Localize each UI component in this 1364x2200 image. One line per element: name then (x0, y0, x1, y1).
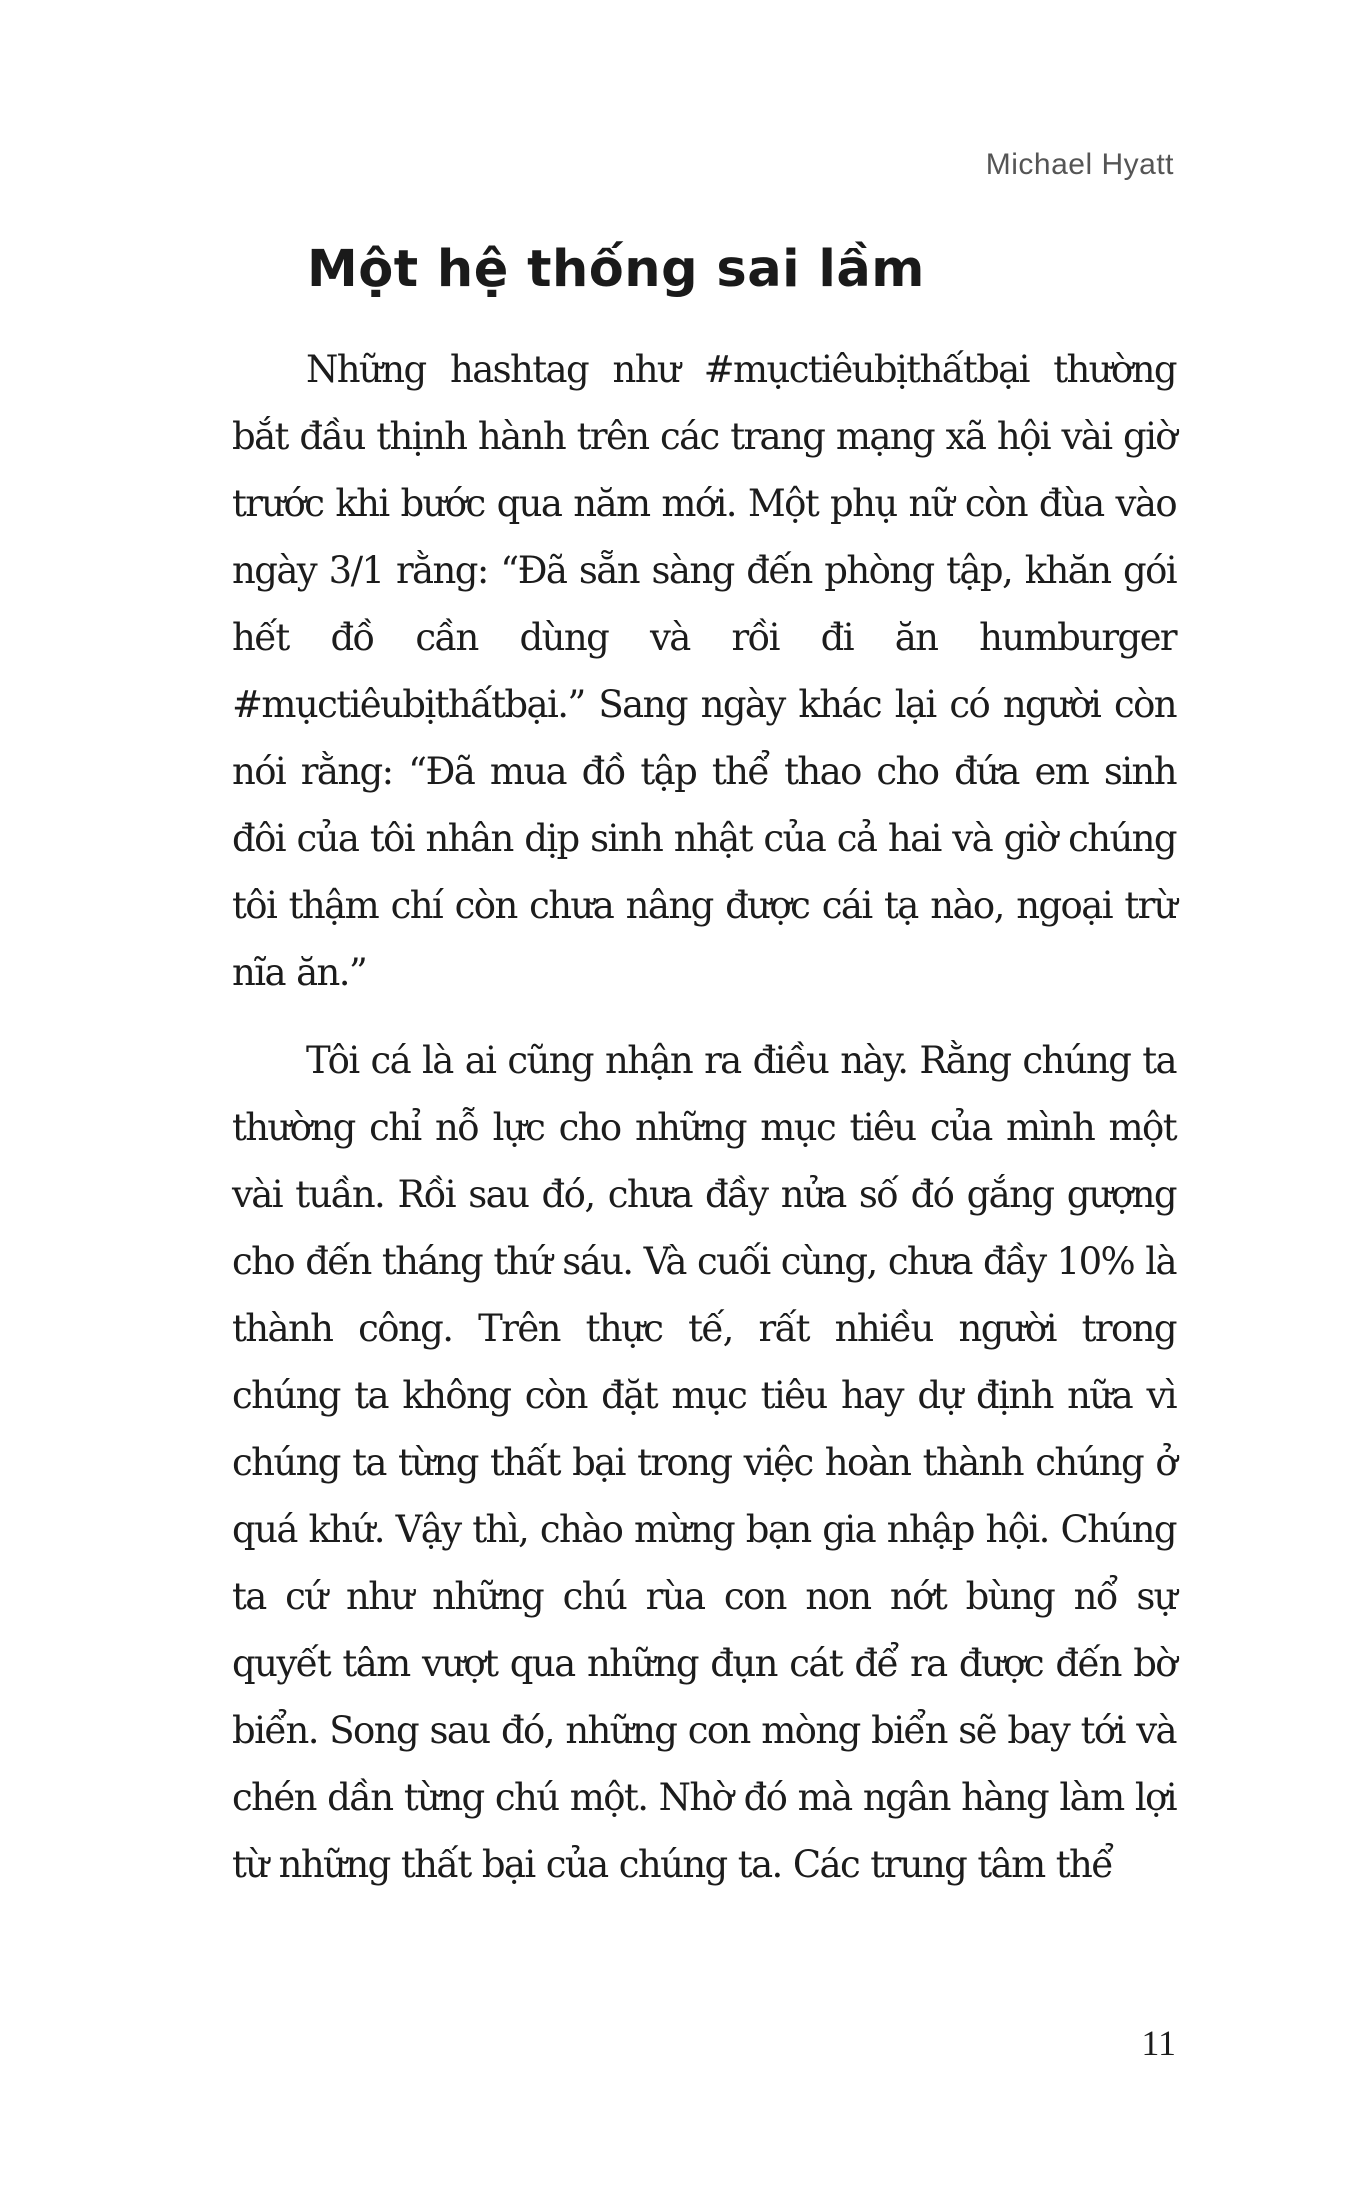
page-number: 11 (1141, 2023, 1176, 2063)
paragraph-2: Tôi cá là ai cũng nhận ra điều này. Rằng chúng ta thường chỉ nỗ lực cho những mục tiêu của mình một vài tuần. Rồi sau đó, chưa đầy nửa số đó gắng gượng cho đến tháng thứ sáu. Và cuối cùng, chưa đầy 10% là thành công. Trên thực tế, rất nhiều người trong chúng ta không còn đặt mục tiêu hay dự định nữa vì chúng ta từng thất bại trong việc hoàn thành chúng ở quá khứ. Vậy thì, chào mừng bạn gia nhập hội. Chúng ta cứ như những chú rùa con non nớt bùng nổ sự quyết tâm vượt qua những đụn cát để ra được đến bờ biển. Song sau đó, những con mòng biển sẽ bay tới và chén dần từng chú một. Nhờ đó mà ngân hàng làm lợi từ những thất bại của chúng ta. Các trung tâm thể (232, 1039, 1176, 1886)
chapter-title: Một hệ thống sai lầm (307, 240, 925, 299)
paragraph-1: Những hashtag như #mụctiêubịthấtbại thường bắt đầu thịnh hành trên các trang mạng xã hội vài giờ trước khi bước qua năm mới. Một phụ nữ còn đùa vào ngày 3/1 rằng: “Đã sẵn sàng đến phòng tập, khăn gói hết đồ cần dùng và rồi đi ăn humburger #mụctiêubịthấtbại.” Sang ngày khác lại có người còn nói rằng: “Đã mua đồ tập thể thao cho đứa em sinh đôi của tôi nhân dịp sinh nhật của cả hai và giờ chúng tôi thậm chí còn chưa nâng được cái tạ nào, ngoại trừ nĩa ăn.” (232, 348, 1176, 994)
running-header-author: Michael Hyatt (985, 148, 1174, 181)
body-text (232, 336, 1176, 1898)
